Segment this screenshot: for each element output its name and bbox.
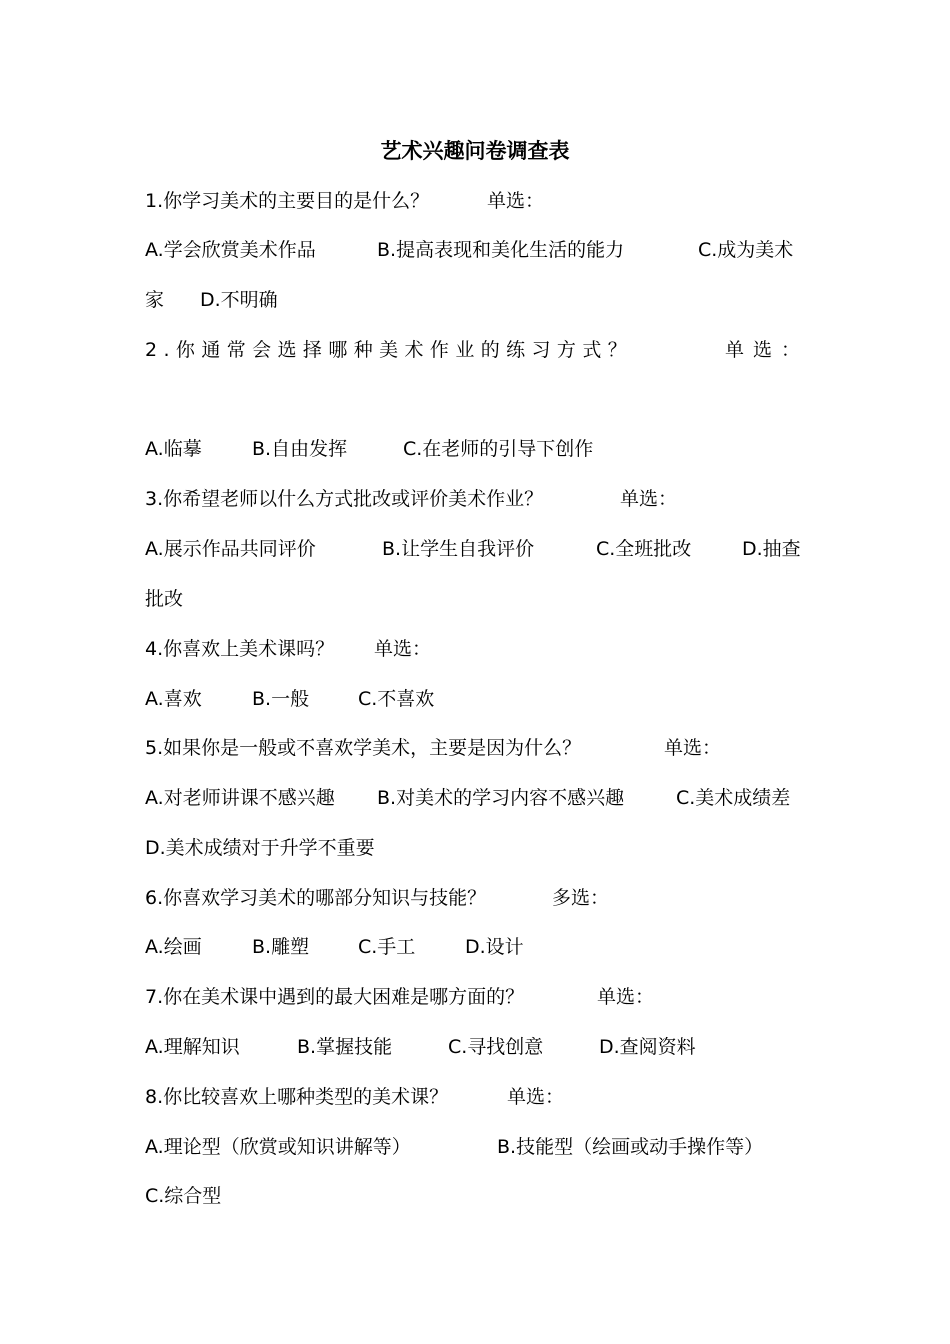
- question-3-type: 单选：: [620, 488, 678, 510]
- question-1-text: 1.你学习美术的主要目的是什么？: [145, 190, 430, 212]
- question-2-text: 2.你通常会选择哪种美术作业的练习方式？: [145, 339, 634, 361]
- question-1-option-c-cont: 家: [145, 289, 165, 311]
- question-1-option-c: C.成为美术: [698, 239, 794, 261]
- question-3-option-c: C.全班批改: [596, 538, 692, 560]
- question-1-type: 单选：: [487, 190, 545, 212]
- question-7-option-c: C.寻找创意: [448, 1036, 544, 1058]
- question-3-option-b: B.让学生自我评价: [382, 538, 535, 560]
- question-6-option-d: D.设计: [465, 936, 524, 958]
- question-2-option-a: A.临摹: [145, 438, 202, 460]
- question-7-option-a: A.理解知识: [145, 1036, 240, 1058]
- question-3-text: 3.你希望老师以什么方式批改或评价美术作业？: [145, 488, 544, 510]
- question-1-option-b: B.提高表现和美化生活的能力: [377, 239, 625, 261]
- question-6-option-b: B.雕塑: [252, 936, 310, 958]
- question-2-option-b: B.自由发挥: [252, 438, 348, 460]
- question-5-option-b: B.对美术的学习内容不感兴趣: [377, 787, 625, 809]
- question-7-option-b: B.掌握技能: [297, 1036, 393, 1058]
- question-5-option-c: C.美术成绩差: [676, 787, 791, 809]
- question-8-option-b: B.技能型（绘画或动手操作等）: [497, 1136, 764, 1158]
- question-8-text: 8.你比较喜欢上哪种类型的美术课？: [145, 1086, 449, 1108]
- question-1-option-d: D.不明确: [200, 289, 278, 311]
- question-7-option-d: D.查阅资料: [599, 1036, 696, 1058]
- question-4-option-b: B.一般: [252, 688, 310, 710]
- question-5-option-a: A.对老师讲课不感兴趣: [145, 787, 335, 809]
- question-6-text: 6.你喜欢学习美术的哪部分知识与技能？: [145, 887, 487, 909]
- question-4-text: 4.你喜欢上美术课吗？: [145, 638, 335, 660]
- question-2-option-c: C.在老师的引导下创作: [403, 438, 594, 460]
- question-6-type: 多选：: [552, 887, 610, 909]
- question-6-option-c: C.手工: [358, 936, 416, 958]
- question-5-text: 5.如果你是一般或不喜欢学美术，主要是因为什么？: [145, 737, 582, 759]
- question-8-option-a: A.理论型（欣赏或知识讲解等）: [145, 1136, 411, 1158]
- question-6-option-a: A.绘画: [145, 936, 202, 958]
- question-4-option-c: C.不喜欢: [358, 688, 435, 710]
- question-8-type: 单选：: [507, 1086, 565, 1108]
- question-3-option-d: D.抽查: [742, 538, 801, 560]
- question-5-option-d: D.美术成绩对于升学不重要: [145, 837, 375, 859]
- question-1-option-a: A.学会欣赏美术作品: [145, 239, 316, 261]
- document-title: 艺术兴趣问卷调查表: [380, 138, 570, 163]
- question-3-option-d-cont: 批改: [145, 588, 184, 610]
- question-8-option-c: C.综合型: [145, 1185, 222, 1207]
- question-2-type: 单选：: [725, 339, 810, 361]
- question-5-type: 单选：: [664, 737, 722, 759]
- question-4-option-a: A.喜欢: [145, 688, 202, 710]
- question-4-type: 单选：: [374, 638, 432, 660]
- question-3-option-a: A.展示作品共同评价: [145, 538, 316, 560]
- question-7-type: 单选：: [597, 986, 655, 1008]
- question-7-text: 7.你在美术课中遇到的最大困难是哪方面的？: [145, 986, 525, 1008]
